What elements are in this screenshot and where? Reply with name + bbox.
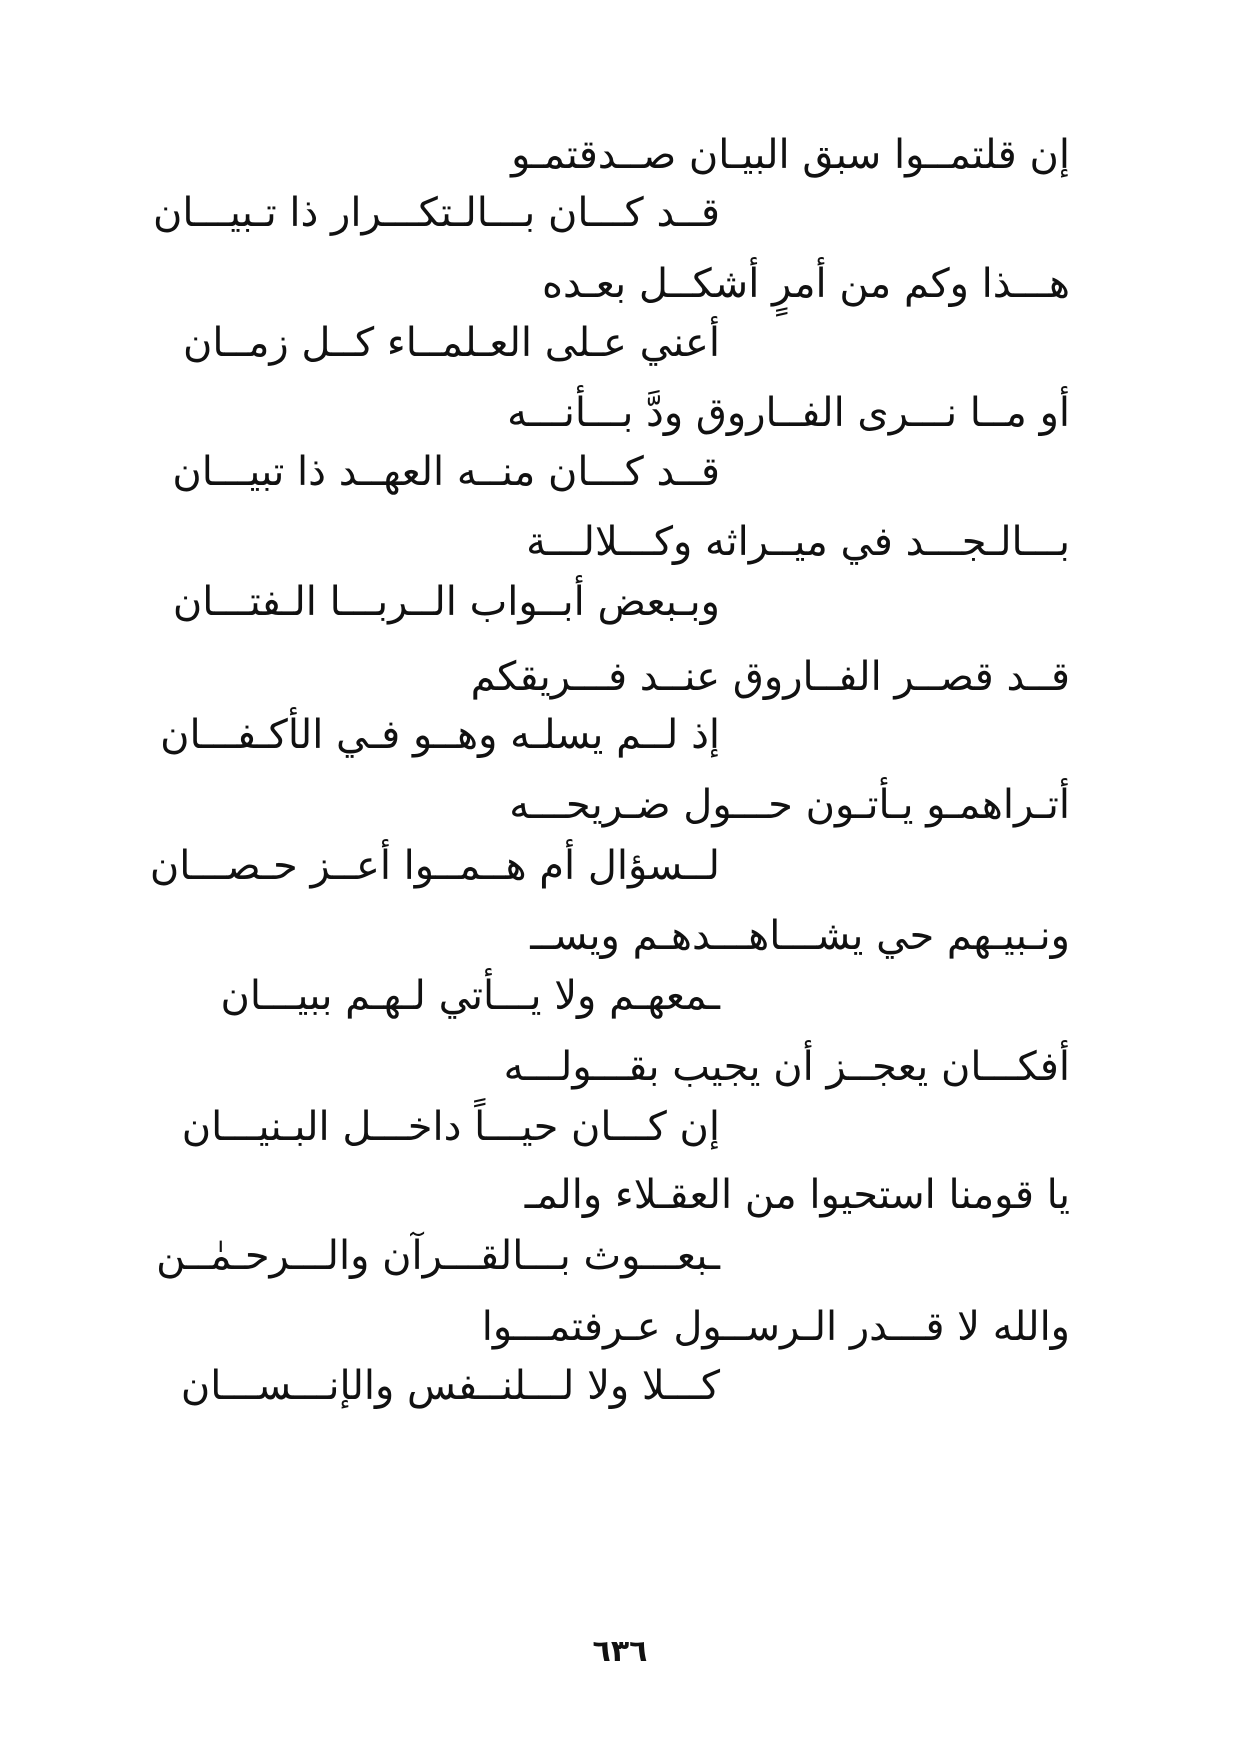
verse-9-second-hemistich: ـبعـــوث بـــالقـــرآن والـــرحـمٰــن bbox=[156, 1233, 720, 1279]
verse-4-first-hemistich: بـــالـجـــد في ميــراثه وكـــلالـــة bbox=[526, 519, 1070, 565]
verse-4-second-hemistich: وبـبعض أبــواب الــربـــا الـفتـــان bbox=[172, 579, 720, 625]
verse-2-second-hemistich: أعني عـلى العـلمــاء كــل زمــان bbox=[182, 320, 720, 366]
verse-5-second-hemistich: إذ لــم يسلـه وهــو فـي الأكـفـــان bbox=[160, 712, 720, 758]
verse-3-first-hemistich: أو مــا نـــرى الفــاروق ودَّ بـــأنـــه bbox=[507, 390, 1070, 436]
verse-7-first-hemistich: ونـبيـهم حي يشـــاهـــدهـم ويســ bbox=[530, 913, 1070, 959]
verse-10-first-hemistich: والله لا قـــدر الـرســول عـرفتمـــوا bbox=[481, 1304, 1070, 1350]
verse-2-first-hemistich: هـــذا وكم من أمرٍ أشكــل بعـده bbox=[542, 261, 1070, 307]
verse-1-first-hemistich: إن قلتمــوا سبق البيـان صــدقتمـو bbox=[511, 132, 1070, 178]
verse-8-first-hemistich: أفكـــان يعجــز أن يجيب بقـــولـــه bbox=[503, 1044, 1070, 1090]
verse-1-second-hemistich: قــد كـــان بـــالـتكـــرار ذا تـبيـــان bbox=[152, 190, 720, 236]
verse-10-second-hemistich: كـــلا ولا لـــلنــفس والإنـــســـان bbox=[180, 1363, 720, 1409]
verse-3-second-hemistich: قــد كـــان منــه العهــد ذا تبيـــان bbox=[172, 449, 720, 495]
verse-6-second-hemistich: لــسؤال أم هــمــوا أعــز حـصـــان bbox=[149, 843, 720, 889]
verse-6-first-hemistich: أتـراهمـو يـأتـون حـــول ضـريحـــه bbox=[509, 782, 1070, 828]
verse-5-first-hemistich: قــد قصــر الفــاروق عنــد فـــريقكم bbox=[470, 654, 1070, 700]
page-number: ٦٣٦ bbox=[592, 1634, 648, 1669]
verse-7-second-hemistich: ـمعهـم ولا يـــأتي لـهـم ببيـــان bbox=[220, 973, 720, 1019]
verse-9-first-hemistich: يا قومنا استحيوا من العقـلاء والمـ bbox=[524, 1172, 1070, 1218]
verse-8-second-hemistich: إن كـــان حيـــاً داخـــل البـنيـــان bbox=[181, 1104, 720, 1150]
